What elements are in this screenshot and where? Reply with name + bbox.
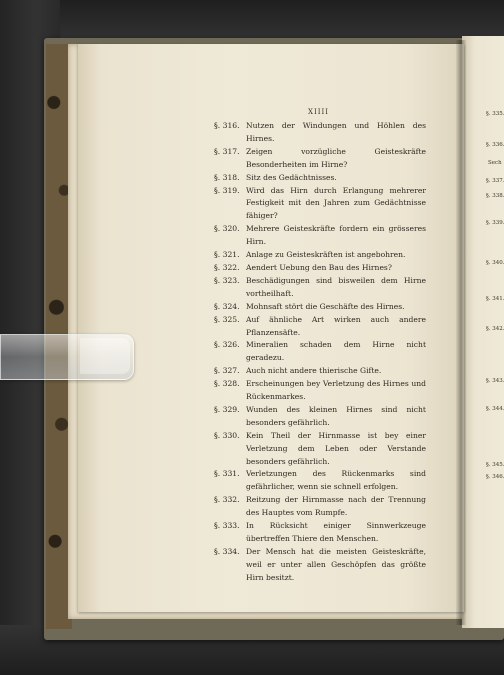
- toc-entry: [214, 172, 426, 185]
- background-top: [0, 0, 504, 42]
- toc-entry: [214, 223, 426, 249]
- toc-entry: [214, 520, 426, 546]
- right-page-section-number: §. 338.: [486, 193, 504, 199]
- toc-entry: [214, 249, 426, 262]
- section-title: Mohnsaft stört die Geschäfte des Hirnes.: [246, 301, 405, 311]
- section-title: Beschädigungen sind bisweilen dem Hirne vortheilhaft.: [246, 275, 426, 298]
- toc-entry: [214, 546, 426, 585]
- table-of-contents: [214, 120, 426, 585]
- toc-entry: [214, 185, 426, 224]
- toc-entry: [214, 301, 426, 314]
- toc-entry: [214, 262, 426, 275]
- section-number: §. 326.: [214, 340, 240, 350]
- toc-entry: [214, 120, 426, 146]
- section-title: Wird das Hirn durch Erlangung mehrerer Festigkeit mit den Jahren zum Gedächtnisse fähiger?: [246, 185, 426, 221]
- section-title: Auf ähnliche Art wirken auch andere Pflanzensäfte.: [246, 314, 426, 337]
- toc-entry: [214, 378, 426, 404]
- section-title: Nutzen der Windungen und Höhlen des Hirnes.: [246, 121, 426, 143]
- section-title: Auch nicht andere thierische Gifte.: [246, 366, 382, 376]
- section-number: §. 320.: [214, 224, 240, 234]
- section-number: §. 321.: [214, 250, 240, 260]
- section-number: §. 328.: [214, 379, 240, 389]
- toc-entry: [214, 430, 426, 469]
- section-title: Zeigen vorzügliche Geisteskräfte Besonderheiten im Hirne?: [246, 146, 426, 169]
- section-title: Kein Theil der Hirnmasse ist bey einer Verletzung dem Leben oder Verstande besonders gefährlich.: [246, 430, 426, 466]
- section-number: §. 329.: [214, 404, 240, 414]
- toc-entry: [214, 146, 426, 172]
- section-number: §. 316.: [214, 121, 240, 130]
- section-title: Verletzungen des Rückenmarks sind gefährlicher, wenn sie schnell erfolgen.: [246, 469, 426, 492]
- section-title: Sitz des Gedächtnisses.: [246, 172, 337, 182]
- section-number: §. 332.: [214, 495, 240, 505]
- right-page-section-number: §. 343.: [486, 378, 504, 384]
- right-page: [462, 36, 504, 628]
- toc-entry: [214, 339, 426, 365]
- section-number: §. 327.: [214, 366, 240, 376]
- section-number: §. 317.: [214, 146, 240, 156]
- section-title: Aendert Uebung den Bau des Hirnes?: [246, 262, 392, 272]
- right-page-section-number: §. 342.: [486, 326, 504, 332]
- section-title: Reitzung der Hirnmasse nach der Trennung des Hauptes vom Rumpfe.: [246, 495, 426, 518]
- right-page-fragment: Sech: [488, 160, 502, 166]
- section-title: Mineralien schaden dem Hirne nicht geradezu.: [246, 340, 426, 363]
- section-number: §. 334.: [214, 546, 240, 556]
- section-title: Mehrere Geisteskräfte fordern ein grösseres Hirn.: [246, 224, 426, 247]
- section-number: §. 324.: [214, 301, 240, 311]
- section-title: In Rücksicht einiger Sinnwerkzeuge übertreffen Thiere den Menschen.: [246, 521, 426, 543]
- section-number: §. 331.: [214, 469, 240, 479]
- right-page-section-number: §. 337.: [486, 178, 504, 184]
- section-number: §. 330.: [214, 430, 240, 440]
- section-title: Erscheinungen bey Verletzung des Hirnes und Rückenmarkes.: [246, 379, 426, 402]
- section-number: §. 323.: [214, 275, 240, 285]
- right-page-section-number: §. 341.: [486, 296, 504, 302]
- toc-entry: [214, 494, 426, 520]
- section-title: Anlage zu Geisteskräften ist angebohren.: [246, 250, 406, 260]
- section-number: §. 322.: [214, 262, 240, 272]
- toc-entry: [214, 404, 426, 430]
- toc-entry: [214, 275, 426, 301]
- right-page-section-number: §. 346.: [486, 474, 504, 480]
- right-page-section-number: §. 344.: [486, 406, 504, 412]
- right-page-section-number: §. 336.: [486, 142, 504, 148]
- right-page-section-number: §. 339.: [486, 220, 504, 226]
- section-title: Wunden des kleinen Hirnes sind nicht besonders gefährlich.: [246, 404, 426, 427]
- book-gutter: [456, 40, 466, 625]
- section-number: §. 319.: [214, 185, 240, 195]
- page-number: XIIII: [308, 108, 330, 116]
- section-title: Der Mensch hat die meisten Geisteskräfte, weil er unter allen Geschöpfen das größte Hirn besitzt.: [246, 546, 426, 582]
- toc-entry: [214, 314, 426, 340]
- toc-entry: [214, 365, 426, 378]
- acrylic-page-clip-tip: [80, 338, 130, 374]
- right-page-section-number: §. 335.: [486, 111, 504, 117]
- section-number: §. 333.: [214, 521, 240, 531]
- section-number: §. 318.: [214, 172, 240, 182]
- toc-entry: [214, 468, 426, 494]
- right-page-section-number: §. 345.: [486, 462, 504, 468]
- section-number: §. 325.: [214, 314, 240, 324]
- right-page-section-number: §. 340.: [486, 260, 504, 266]
